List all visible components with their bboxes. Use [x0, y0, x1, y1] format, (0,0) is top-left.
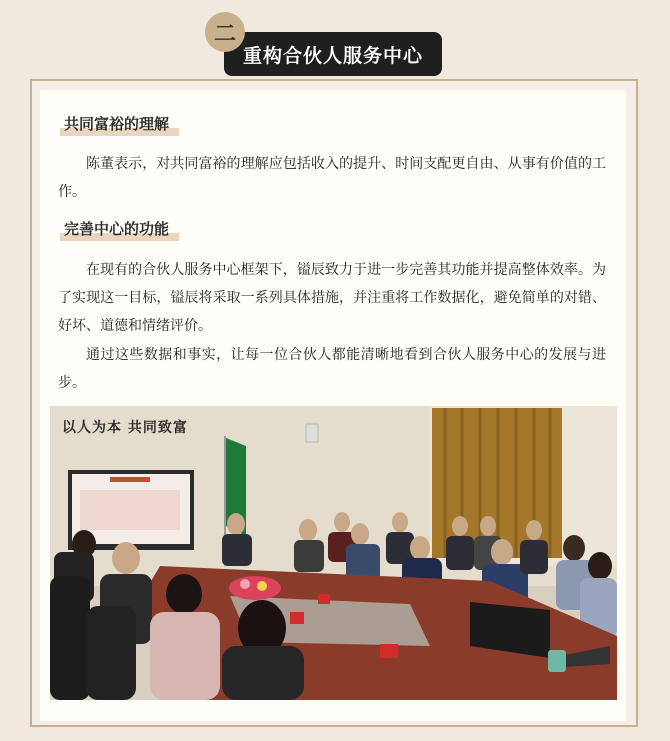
meeting-photo: [50, 406, 617, 700]
wall-slogan: 以人为本 共同致富: [62, 420, 188, 436]
section-title: 重构合伙人服务中心: [224, 32, 442, 76]
section-number-badge: 二: [205, 12, 245, 52]
section-heading-common-prosperity: [60, 113, 175, 134]
paragraph: 在现有的合伙人服务中心框架下，镒辰致力于进一步完善其功能并提高整体效率。为了实现这一目标，镒辰将采取一系列具体措施，并注重将工作数据化，避免简单的对错、好坏、道德和情绪评价。: [58, 262, 606, 334]
paragraph: 通过这些数据和事实，让每一位合伙人都能清晰地看到合伙人服务中心的发展与进步。: [58, 347, 606, 391]
paragraph: 陈董表示，对共同富裕的理解应包括收入的提升、时间支配更自由、从事有价值的工作。: [58, 156, 606, 200]
heading-text: 共同富裕的理解: [64, 115, 170, 133]
section-heading-center-functions: [60, 218, 175, 239]
heading-text: 完善中心的功能: [64, 220, 170, 238]
